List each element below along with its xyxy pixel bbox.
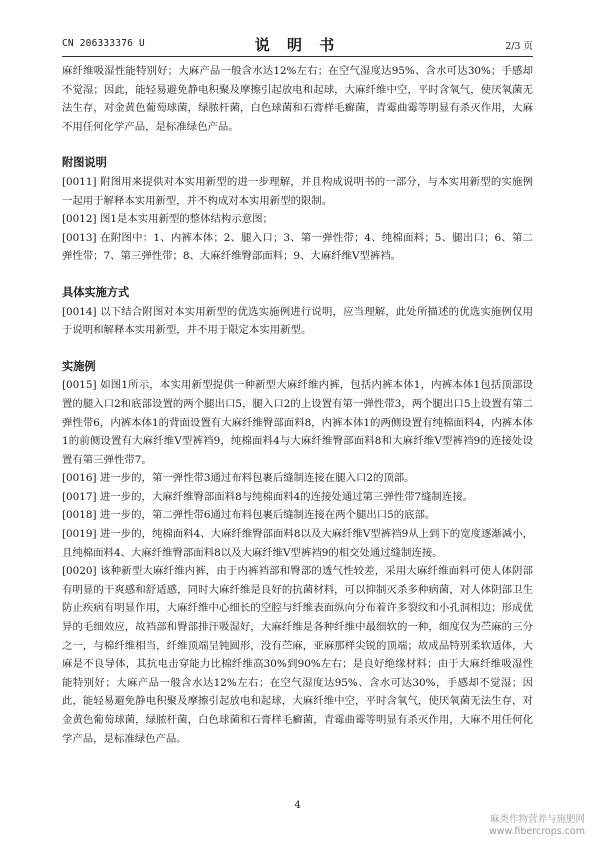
section-title-embodiments: 具体实施方式: [62, 285, 130, 299]
page-indicator: 2/3 页: [505, 41, 533, 52]
document-type-title: 说 明 书: [254, 36, 341, 54]
paragraph-0015: [62, 376, 533, 469]
paragraph-number: [0016]: [62, 472, 97, 485]
page-number: 4: [294, 800, 301, 811]
continued-paragraph: 麻纤维吸湿性能特别好；大麻产品一般含水达12%左右；在空气湿度达95%、含水可达30%；手感却不觉湿；因此，能轻易避免静电积聚及摩擦引起放电和起球，大麻纤维中空，平时含氧气，使厌氧菌无法生存，对金黄色葡萄球菌，绿脓杆菌，白色球菌和石膏样毛癣菌，青霉曲霉等明显有杀灭作用，大麻不用任何化学产品，是标准绿色产品。: [62, 65, 533, 133]
watermark-title: 麻类作物营养与施肥网: [489, 814, 585, 825]
paragraph-0016: [62, 469, 533, 488]
paragraph-number: [0017]: [62, 490, 97, 503]
paragraph-0019: [62, 525, 533, 562]
paragraph-0011: [62, 173, 533, 210]
paragraph-number: [0019]: [62, 528, 97, 541]
paragraph-number: [0020]: [62, 565, 97, 578]
paragraph-number: [0013]: [62, 231, 97, 244]
paragraph-text: 如图1所示，本实用新型提供一种新型大麻纤维内裤，包括内裤本体1，内裤本体1包括顶部设置的腿入口2和底部设置的两个腿出口5，腿入口2的上设置有第一弹性带3，两个腿出口5上设置有第二弹性带6，内裤本体1的背面设置有大麻纤维臀部面料8，内裤本体1的两侧设置有纯棉面料4，内裤本体1的前侧设置有大麻纤维V型裤裆9，纯棉面料4与大麻纤维臀部面料8和大麻纤维V型裤裆9的连接处设置有第三弹性带7。: [62, 379, 533, 466]
paragraph-0020: [62, 562, 533, 748]
paragraph-text: 在附图中：1、内裤本体；2、腿入口；3、第一弹性带；4、纯棉面料；5、腿出口；6、第二弹性带；7、第三弹性带；8、大麻纤维臀部面料；9、大麻纤维V型裤裆。: [62, 231, 533, 263]
paragraph-number: [0011]: [62, 175, 97, 188]
page-header: [62, 34, 533, 57]
paragraph-0014: [62, 303, 533, 340]
paragraph-0018: [62, 506, 533, 525]
paragraph-0017: [62, 488, 533, 507]
site-watermark: [489, 814, 585, 838]
watermark-url: www.fibercrops.com: [488, 826, 585, 837]
section-title-drawings: 附图说明: [62, 156, 107, 170]
paragraph-0012: [62, 210, 533, 229]
paragraph-number: [0012]: [62, 213, 97, 226]
paragraph-text: 该种新型大麻纤维内裤，由于内裤裆部和臀部的透气性较差，采用大麻纤维面料可使人体阴部有明显的干爽感和舒适感，同时大麻纤维是良好的抗菌材料，可以抑制灭杀多种病菌，对人体阴部卫生防止疾病有明显作用，大麻纤维中心细长的空腔与纤维表面纵向分布着许多裂纹和小孔洞相边；形成优异的毛细效应，故裆部和臀部排汗吸湿好，大麻纤维是各种纤维中最细软的一种，细度仅为苎麻的三分之一，与棉纤维相当，纤维顶端呈钝圆形，没有苎麻，亚麻那样尖锐的顶端；故成品特别柔软适体，大麻是不良导体，其抗电击穿能力比棉纤维高30%到90%左右；是良好绝缘材料；由于大麻纤维吸湿性能特别好；大麻产品一般含水达12%左右；在空气湿度达95%、含水可达30%，手感却不觉湿；因此，能轻易避免静电积聚及摩擦引起放电和起球，大麻纤维中空，平时含氧气，使厌氧菌无法生存，对金黄色葡萄球菌，绿脓杆菌，白色球菌和石膏样毛癣菌，青霉曲霉等明显有杀灭作用，大麻不用任何化学产品，是标准绿色产品。: [62, 565, 533, 745]
paragraph-number: [0014]: [62, 305, 97, 318]
section-title-example: 实施例: [62, 359, 96, 373]
patent-number: CN 206333376 U: [62, 38, 145, 49]
paragraph-text: 进一步的，第一弹性带3通过布料包裹后缝制连接在腿入口2的顶部。: [100, 472, 415, 485]
paragraph-text: 进一步的，大麻纤维臀部面料8与纯棉面料4的连接处通过第三弹性带7缝制连接。: [100, 490, 474, 503]
document-body: [62, 62, 533, 748]
paragraph-0013: [62, 229, 533, 266]
paragraph-text: 进一步的，第二弹性带6通过布料包裹后缝制连接在两个腿出口5的底部。: [100, 509, 436, 522]
paragraph-number: [0018]: [62, 509, 97, 522]
paragraph-text: 附图用来提供对本实用新型的进一步理解，并且构成说明书的一部分，与本实用新型的实施例一起用于解释本实用新型，并不构成对本实用新型的限制。: [62, 175, 533, 207]
paragraph-text: 进一步的，纯棉面料4、大麻纤维臀部面料8以及大麻纤维V型裤裆9从上到下的宽度逐渐减小，且纯棉面料4、大麻纤维臀部面料8以及大麻纤维V型裤裆9的相交处通过缝制连接。: [62, 528, 533, 559]
paragraph-text: 以下结合附图对本实用新型的优选实施例进行说明，应当理解，此处所描述的优选实施例仅用于说明和解释本实用新型，并不用于限定本实用新型。: [62, 305, 533, 337]
paragraph-number: [0015]: [62, 379, 97, 392]
paragraph-text: 图1是本实用新型的整体结构示意图；: [100, 213, 273, 226]
